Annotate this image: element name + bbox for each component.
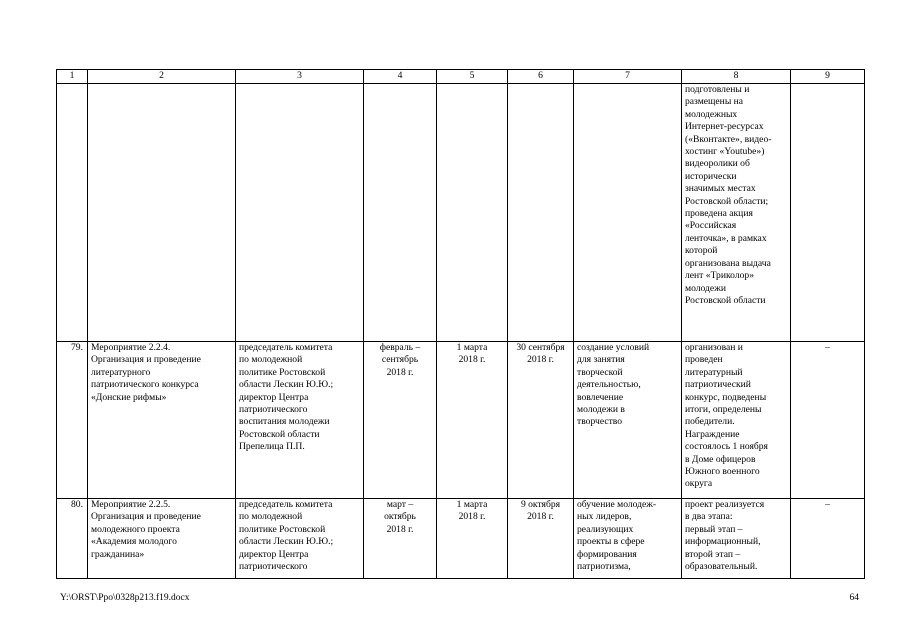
- event-cell: Мероприятие 2.2.5. Организация и проведение молодежного проекта «Академия молодого гражданина»: [88, 499, 236, 579]
- period-cell: февраль – сентябрь 2018 г.: [364, 342, 437, 499]
- column-number-2: 2: [88, 70, 236, 84]
- actual-result-cell: проект реализуется в два этапа: первый этап – информационный, второй этап – образовательный.: [682, 499, 791, 579]
- empty-cell: [437, 84, 508, 342]
- column-number-header-row: [57, 70, 865, 84]
- column-number-4: 4: [364, 70, 437, 84]
- end-date-cell: 9 октября 2018 г.: [508, 499, 574, 579]
- empty-cell: [57, 84, 88, 342]
- table-row: [57, 499, 865, 579]
- document-table: [56, 69, 865, 579]
- responsible-cell: председатель комитета по молодежной политике Ростовской области Лескин Ю.Ю.; директор Центра патриотического: [236, 499, 364, 579]
- expected-result-cell: обучение молодеж- ных лидеров, реализующих проекты в сфере формирования патриотизма,: [574, 499, 682, 579]
- table-row-continuation: [57, 84, 865, 342]
- responsible-cell: председатель комитета по молодежной политике Ростовской области Лескин Ю.Ю.; директор Центра патриотического воспитания молодежи Ростовской области Препелица П.П.: [236, 342, 364, 499]
- column-number-7: 7: [574, 70, 682, 84]
- empty-cell: [88, 84, 236, 342]
- footer-file-path: Y:\ORST\Ppo\0328p213.f19.docx: [60, 593, 190, 603]
- row-number-cell: 79.: [57, 342, 88, 499]
- end-date-cell: 30 сентября 2018 г.: [508, 342, 574, 499]
- expected-result-cell: создание условий для занятия творческой деятельностью, вовлечение молодежи в творчество: [574, 342, 682, 499]
- column-number-8: 8: [682, 70, 791, 84]
- empty-cell: [508, 84, 574, 342]
- actual-result-cell: подготовлены и размещены на молодежных Интернет-ресурсах («Вконтакте», видео- хостинг «Youtube») видеоролики об исторически значимых местах Ростовской области; проведена акция «Российская ленточка», в рамках которой организована выдача лент «Триколор» молодежи Ростовской области: [682, 84, 791, 342]
- column-number-1: 1: [57, 70, 88, 84]
- column-number-5: 5: [437, 70, 508, 84]
- empty-cell: [236, 84, 364, 342]
- empty-cell: [364, 84, 437, 342]
- start-date-cell: 1 марта 2018 г.: [437, 499, 508, 579]
- column-number-9: 9: [791, 70, 865, 84]
- row-number-cell: 80.: [57, 499, 88, 579]
- start-date-cell: 1 марта 2018 г.: [437, 342, 508, 499]
- period-cell: март – октябрь 2018 г.: [364, 499, 437, 579]
- column-number-6: 6: [508, 70, 574, 84]
- note-cell: –: [791, 342, 865, 499]
- table-row: [57, 342, 865, 499]
- actual-result-cell: организован и проведен литературный патриотический конкурс, подведены итоги, определены победители. Награждение состоялось 1 ноября в Доме офицеров Южного военного округа: [682, 342, 791, 499]
- note-cell: –: [791, 499, 865, 579]
- page-number: 64: [849, 593, 859, 603]
- empty-cell: [574, 84, 682, 342]
- empty-cell: [791, 84, 865, 342]
- column-number-3: 3: [236, 70, 364, 84]
- event-cell: Мероприятие 2.2.4. Организация и проведение литературного патриотического конкурса «Донские рифмы»: [88, 342, 236, 499]
